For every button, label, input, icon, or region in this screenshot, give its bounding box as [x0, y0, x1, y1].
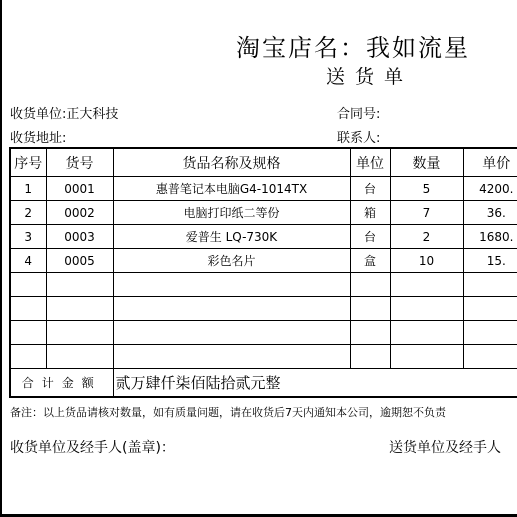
cell-qty: 2 — [390, 225, 463, 249]
remark-note: 备注：以上货品请核对数量，如有质量问题，请在收货后7天内通知本公司，逾期恕不负责 — [10, 406, 446, 419]
goods-table — [9, 147, 517, 398]
address-field — [10, 127, 66, 146]
cell-no: 1 — [10, 177, 46, 201]
col-header-price: 单价 — [463, 148, 517, 177]
empty-row — [10, 297, 517, 321]
col-header-code: 货号 — [46, 148, 113, 177]
cell-qty: 10 — [390, 249, 463, 273]
total-label: 合计金额 — [10, 369, 113, 398]
document-title: 送货单 — [326, 66, 414, 88]
col-header-qty: 数量 — [390, 148, 463, 177]
cell-no: 3 — [10, 225, 46, 249]
cell-unit: 台 — [350, 225, 390, 249]
col-header-name: 货品名称及规格 — [113, 148, 350, 177]
cell-price: 36. — [463, 201, 517, 225]
contact-label: 联系人: — [337, 131, 381, 146]
cell-price: 15. — [463, 249, 517, 273]
receiver-signature: 收货单位及经手人(盖章)： — [10, 440, 175, 456]
col-header-unit: 单位 — [350, 148, 390, 177]
cell-price: 1680. — [463, 225, 517, 249]
sender-signature: 送货单位及经手人 — [389, 440, 501, 456]
col-header-no: 序号 — [10, 148, 46, 177]
address-label: 收货地址: — [10, 131, 67, 146]
cell-qty: 7 — [390, 201, 463, 225]
cell-name: 电脑打印纸二等份 — [113, 201, 350, 225]
cell-unit: 箱 — [350, 201, 390, 225]
cell-price: 4200. — [463, 177, 517, 201]
store-name: 淘宝店名：我如流星 — [236, 34, 470, 62]
cell-name: 彩色名片 — [113, 249, 350, 273]
cell-no: 2 — [10, 201, 46, 225]
cell-code: 0001 — [46, 177, 113, 201]
table-row — [10, 177, 517, 201]
consignee-label: 收货单位: — [10, 107, 67, 122]
table-row — [10, 249, 517, 273]
empty-row — [10, 273, 517, 297]
consignee-value: 正大科技 — [66, 107, 119, 122]
cell-unit: 盒 — [350, 249, 390, 273]
cell-code: 0005 — [46, 249, 113, 273]
total-amount: 贰万肆仟柒佰陆拾贰元整 — [113, 369, 517, 398]
contract-label: 合同号: — [337, 107, 381, 122]
table-row — [10, 201, 517, 225]
table-header-row — [10, 148, 517, 177]
cell-code: 0003 — [46, 225, 113, 249]
consignee-field — [10, 103, 118, 122]
cell-unit: 台 — [350, 177, 390, 201]
cell-name: 爱普生 LQ-730K — [113, 225, 350, 249]
contract-field — [337, 103, 380, 122]
cell-code: 0002 — [46, 201, 113, 225]
empty-row — [10, 345, 517, 369]
cell-no: 4 — [10, 249, 46, 273]
empty-row — [10, 321, 517, 345]
total-row — [10, 369, 517, 398]
cell-name: 惠普笔记本电脑G4-1014TX — [113, 177, 350, 201]
contact-field — [337, 127, 380, 146]
table-row — [10, 225, 517, 249]
cell-qty: 5 — [390, 177, 463, 201]
